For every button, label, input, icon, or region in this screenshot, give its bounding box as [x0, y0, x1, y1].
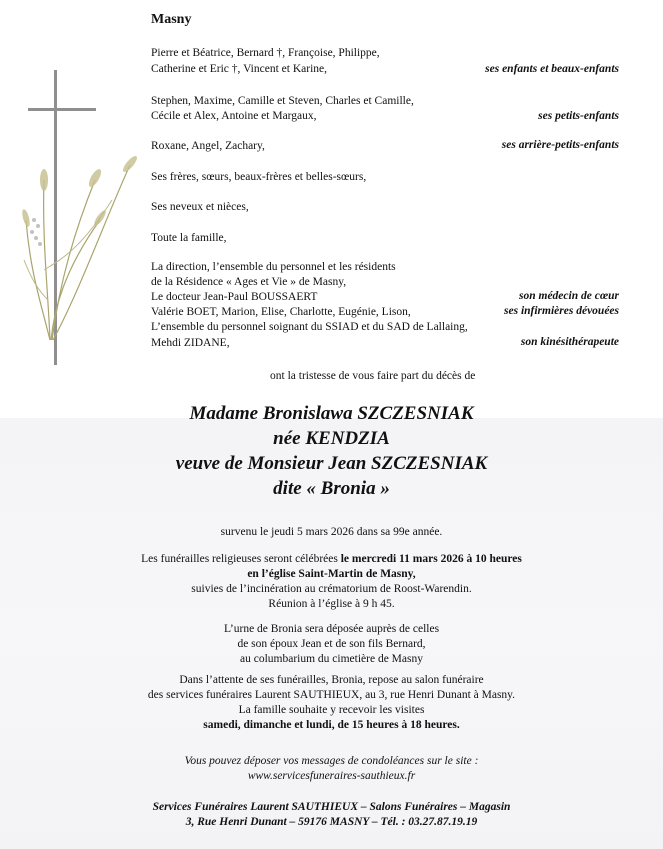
- staff-line-6: Mehdi ZIDANE,: [151, 337, 230, 349]
- funeral-line-1: [0, 552, 663, 566]
- town-heading: Masny: [151, 12, 192, 27]
- family-grandchildren-line-2: Cécile et Alex, Antoine et Margaux,: [151, 110, 317, 122]
- condolences-url[interactable]: www.servicesfuneraires-sauthieux.fr: [247, 770, 416, 782]
- family-children-line-1: Pierre et Béatrice, Bernard †, Françoise, Philippe,: [151, 47, 380, 59]
- funeral-date: le mercredi 11 mars 2026 à 10 heures: [340, 553, 522, 565]
- role-doctor: son médecin de cœur: [519, 290, 619, 302]
- staff-line-5: L’ensemble du personnel soignant du SSIAD et du SAD de Lallaing,: [151, 321, 468, 333]
- urn-line-3: au columbarium du cimetière de Masny: [240, 653, 423, 665]
- staff-line-3: Le docteur Jean-Paul BOUSSAERT: [151, 291, 318, 303]
- deceased-widow: veuve de Monsieur Jean SZCZESNIAK: [175, 453, 488, 474]
- family-siblings: Ses frères, sœurs, beaux-frères et belles-sœurs,: [151, 171, 367, 183]
- deceased-nickname: dite « Bronia »: [273, 478, 390, 499]
- role-children: ses enfants et beaux-enfants: [485, 63, 619, 75]
- urn-line-2: de son époux Jean et de son fils Bernard,: [237, 638, 426, 650]
- family-children-line-2: Catherine et Eric †, Vincent et Karine,: [151, 63, 327, 75]
- urn-line-1: L’urne de Bronia sera déposée auprès de celles: [223, 623, 440, 635]
- visits-line-1: Dans l’attente de ses funérailles, Bronia, repose au salon funéraire: [179, 674, 484, 686]
- funeral-line-1-text: Les funérailles religieuses seront célébrées: [141, 553, 341, 565]
- cross-wheat-icon: [20, 70, 140, 370]
- role-nurses: ses infirmières dévouées: [504, 305, 619, 317]
- staff-line-2: de la Résidence « Ages et Vie » de Masny,: [151, 276, 347, 288]
- staff-line-4: Valérie BOET, Marion, Elise, Charlotte, Eugénie, Lison,: [151, 306, 411, 318]
- family-all: Toute la famille,: [151, 232, 227, 244]
- role-grandchildren: ses petits-enfants: [538, 110, 619, 122]
- family-nephews: Ses neveux et nièces,: [151, 201, 249, 213]
- visits-line-4: samedi, dimanche et lundi, de 15 heures à 18 heures.: [203, 719, 460, 731]
- announce-text: ont la tristesse de vous faire part du décès de: [270, 370, 476, 382]
- deceased-born: née KENDZIA: [273, 428, 390, 449]
- footer-line-2: 3, Rue Henri Dunant – 59176 MASNY – Tél. : 03.27.87.19.19: [185, 816, 478, 828]
- funeral-line-4: Réunion à l’église à 9 h 45.: [268, 598, 395, 610]
- role-physio: son kinésithérapeute: [520, 336, 619, 348]
- family-great-grandchildren: Roxane, Angel, Zachary,: [151, 140, 265, 152]
- visits-line-3: La famille souhaite y recevoir les visites: [238, 704, 425, 716]
- funeral-line-2: en l’église Saint-Martin de Masny,: [247, 568, 416, 580]
- family-grandchildren-line-1: Stephen, Maxime, Camille et Steven, Charles et Camille,: [151, 95, 414, 107]
- visits-line-2: des services funéraires Laurent SAUTHIEUX, au 3, rue Henri Dunant à Masny.: [147, 689, 516, 701]
- deceased-name: Madame Bronislawa SZCZESNIAK: [189, 403, 474, 424]
- death-line: survenu le jeudi 5 mars 2026 dans sa 99e année.: [220, 526, 443, 538]
- funeral-line-3: suivies de l’incinération au crématorium de Roost-Warendin.: [191, 583, 472, 595]
- condolences-line-1: Vous pouvez déposer vos messages de condoléances sur le site :: [184, 755, 479, 767]
- footer-line-1: Services Funéraires Laurent SAUTHIEUX – Salons Funéraires – Magasin: [152, 801, 511, 813]
- role-great-grandchildren: ses arrière-petits-enfants: [501, 139, 619, 151]
- staff-line-1: La direction, l’ensemble du personnel et les résidents: [151, 261, 396, 273]
